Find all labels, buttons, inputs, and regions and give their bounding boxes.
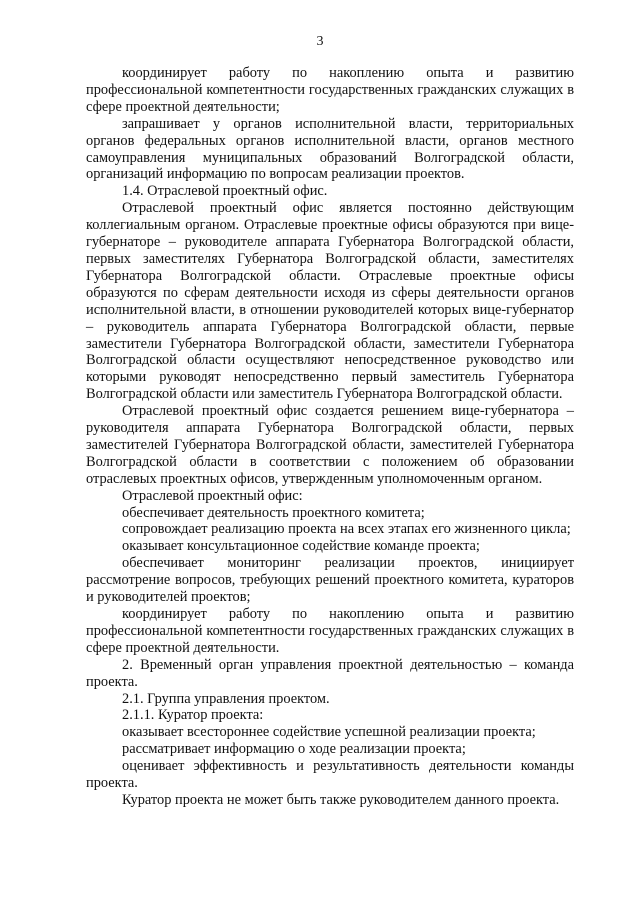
paragraph-office-functions-intro: Отраслевой проектный офис: [122, 487, 303, 504]
list-item-coordination-2: координирует работу по накоплению опыта и развитию профессиональной компетентности государственных гражданских служащих в сфере проектной деятельности. [86, 606, 574, 656]
document-body [86, 65, 574, 809]
list-item-committee-support: обеспечивает деятельность проектного комитета; [122, 504, 425, 521]
section-heading-2-1-1: 2.1.1. Куратор проекта: [122, 707, 264, 724]
list-item-curator-support: оказывает всестороннее содействие успешной реализации проекта; [122, 724, 536, 741]
section-heading-2: 2. Временный орган управления проектной деятельностью – команда проекта. [86, 656, 574, 690]
paragraph-coordination-1: координирует работу по накоплению опыта и развитию профессиональной компетентности государственных гражданских служащих в сфере проектной деятельности; [86, 65, 574, 115]
list-item-curator-evaluation: оценивает эффективность и результативность деятельности команды проекта. [86, 758, 574, 792]
paragraph-office-creation: Отраслевой проектный офис создается решением вице-губернатора – руководителя аппарата Губернатора Волгоградской области, первых заместителей Губернатора Волгоградской области, заместителей Губернатора Волгоградской области в соответствии с положением об образовании отраслевых проектных офисов, утвержденным уполномоченным органом. [86, 403, 574, 487]
list-item-consulting: оказывает консультационное содействие команде проекта; [122, 538, 480, 555]
section-heading-1-4: 1.4. Отраслевой проектный офис. [122, 183, 328, 200]
list-item-lifecycle-support: сопровождает реализацию проекта на всех этапах его жизненного цикла; [122, 521, 571, 538]
paragraph-information-request: запрашивает у органов исполнительной власти, территориальных органов федеральных органов исполнительной власти, органов местного самоуправления муниципальных образований Волгоградской области, организаций информацию по вопросам реализации проектов. [86, 115, 574, 183]
list-item-monitoring: обеспечивает мониторинг реализации проектов, инициирует рассмотрение вопросов, требующих решений проектного комитета, кураторов и руководителей проектов; [86, 555, 574, 606]
list-item-curator-review: рассматривает информацию о ходе реализации проекта; [122, 741, 466, 758]
paragraph-curator-restriction: Куратор проекта не может быть также руководителем данного проекта. [122, 791, 560, 808]
section-heading-2-1: 2.1. Группа управления проектом. [122, 690, 330, 707]
page-number: 3 [316, 34, 324, 49]
paragraph-office-definition: Отраслевой проектный офис является постоянно действующим коллегиальным органом. Отраслевые проектные офисы образуются при вице-губернаторе – руководителе аппарата Губернатора Волгоградской области, первых заместителях Губернатора Волгоградской области, заместителях Губернатора Волгоградской области. Отраслевые проектные офисы образуются по сферам деятельности исходя из сферы деятельности органов исполнительной власти, в отношении руководителей которых вице-губернатор – руководитель аппарата Губернатора Волгоградской области, первые заместители Губернатора Волгоградской области, заместители Губернатора Волгоградской области осуществляют непосредственное руководство или которыми руководят непосредственно первый заместитель Губернатора Волгоградской области или заместитель Губернатора Волгоградской области. [86, 200, 574, 403]
